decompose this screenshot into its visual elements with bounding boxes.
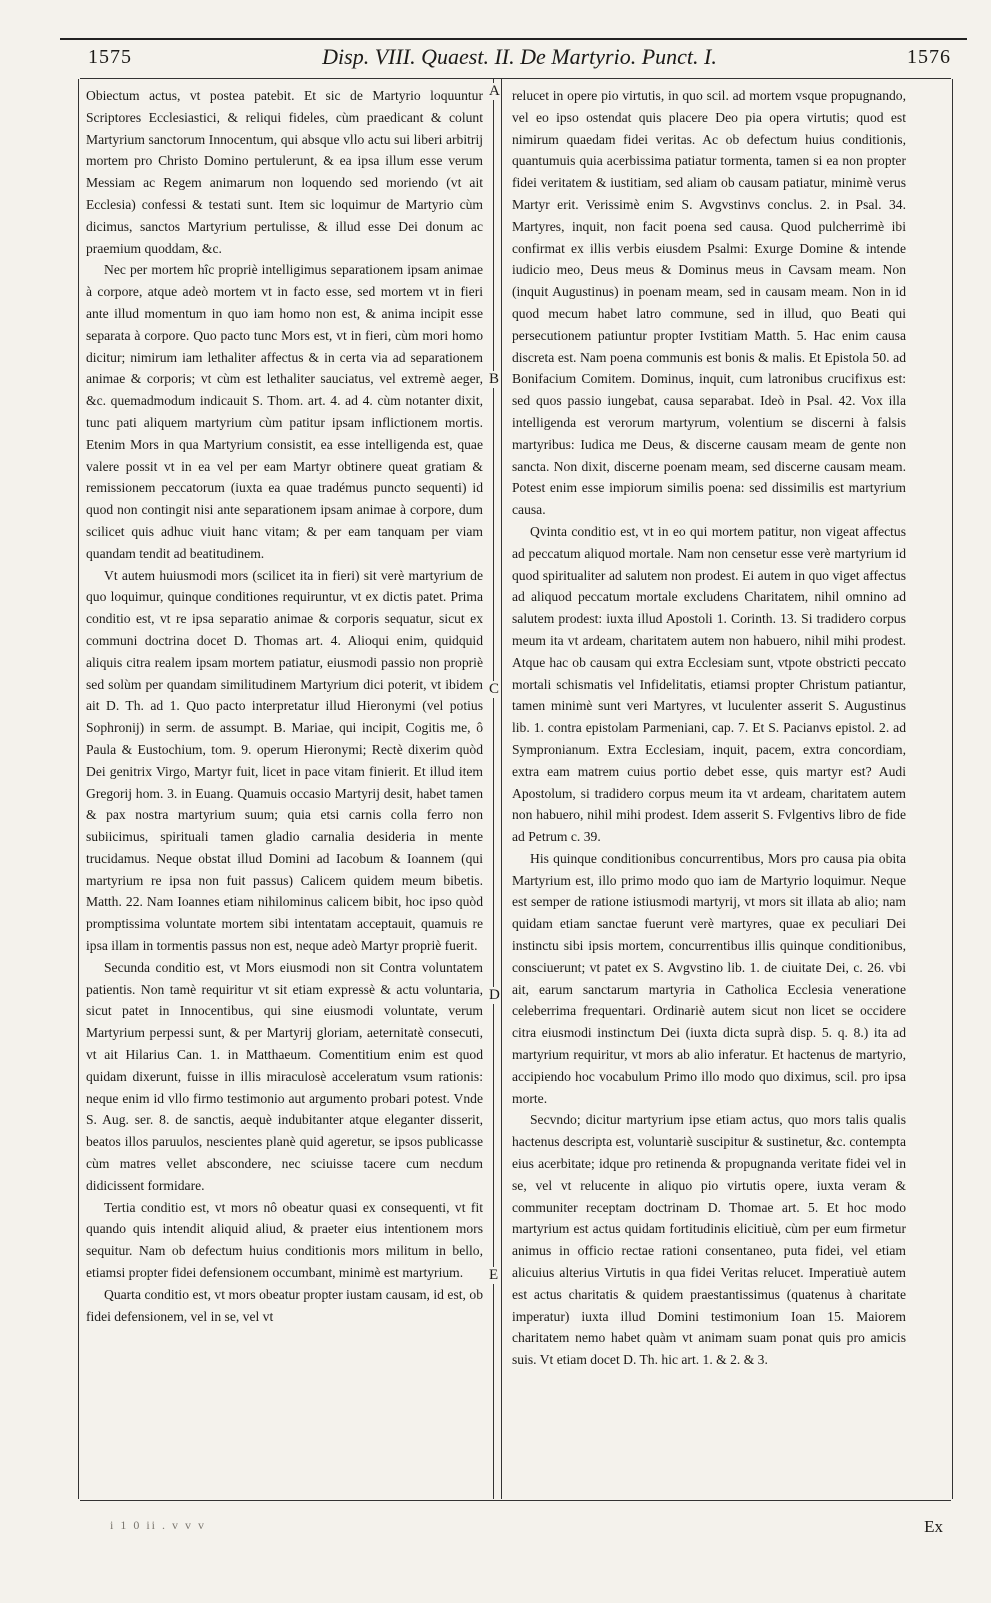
page-number-left: 1575 [88,46,132,68]
left-paragraph: Obiectum actus, vt postea patebit. Et sic de Martyrio loquuntur Scriptores Ecclesiastici, & reliqui fideles, cùm praedicant & colunt Martyrium sanctorum Innocentum, qui absque vllo actu sui liberi arbitrij mortem pro Christo Domino pertulerunt, & ea ipsa illum esse verum Messiam ac Regem animarum non loquendo sed moriendo (vt ait Ecclesia) confessi & testati sunt. Item sic loquimur de Martyrio cùm dicimus, sanctos Martyrium pertulisse, & illud esse Dei donum ac praemium quoddam, &c. [86,88,483,256]
left-column [86,85,483,1499]
right-column [512,85,906,1499]
running-title: Disp. VIII. Quaest. II. De Martyrio. Punct. I. [322,44,717,69]
column-divider-inner [501,79,502,1499]
right-paragraph: relucet in opere pio virtutis, in quo scil. ad mortem vsque propugnando, vel eo ipso ostendat quis placere Deo pia opera virtutis; quod est nimirum quaedam fidei veritas. Ac ob defectum huius conditionis, quantumuis quia acerbissima patiatur tormenta, tamen si ea non propter fidei veritatem & iustitiam, sed aliam ob causam patiatur, minimè verus Martyr erit. Verissimè enim S. Avgvstinvs conclus. 2. in Psal. 34. Martyres, inquit, non facit poena sed causa. Quod pulcherrimè ibi confirmat ex illis verbis eiusdem Psalmi: Exurge Domine & intende iudicio meo, Deus meus & Dominus meus in Cavsam meam. Non (inquit Augustinus) in poenam meam, sed in causam meam. Non in id quod mecum habet latro commune, sed in illud, quo Beati qui persecutionem patiuntur propter Ivstitiam Matth. 5. Hac enim causa discreta est. Nam poena communis est bonis & malis. Et Epistola 50. ad Bonifacium Comitem. Dominus, inquit, cum latronibus crucifixus est: sed quos passio iungebat, causa separabat. Ideò in Psal. 42. Vox illa intelligenda est verorum martyrum, volentium se discerni à falsis martyribus: Iudica me Deus, & discerne causam meam de gente non sancta. Non dixit, discerne poenam meam, sed discerne causam meam. Potest enim esse impiorum similis poena: sed dissimilis est martyrium causa. [512,88,906,518]
left-paragraph: Secunda conditio est, vt Mors eiusmodi non sit Contra voluntatem patientis. Non tamè requiritur vt sit etiam expressè & actu voluntaria, sicut patet in Innocentibus, qui sine eiusmodi voluntate, verum Martyrium perpessi sunt, & per Martyrij gloriam, aeternitatè consecuti, vt ait Hilarius Can. 1. in Matthaeum. Comentitium enim est quod quidam dixerunt, fuisse in illis miraculosè acceleratum vsum rationis: neque enim id vllo firmo testimonio aut argumento probari potest. Vnde S. Aug. ser. 8. de sanctis, aequè indubitanter atque eleganter disserit, beatos illos paruulos, nescientes planè quid ageretur, se ipsos publicasse cùm matres vellet abscondere, nec sciuisse tacere cum necdum didicissent formidare. [86,959,483,1193]
left-paragraph: Nec per mortem hîc propriè intelligimus separationem ipsam animae à corpore, atque adeò mortem vt in facto esse, sed mortem vt in fieri ante illud momentum in quo iam homo non est, & anima incipit esse separata à corpore. Quo pacto tunc Mors est, vt in fieri, cùm mori homo dicitur; nimirum iam lethaliter affectus & in certa via ad separationem animae & corporis; vt cùm est lethaliter sauciatus, vel extremè aeger, &c. quemadmodum indicauit S. Thom. art. 4. ad 4. cùm notanter dixit, tunc pati aliquem martyrium cùm patitur ipsam inflictionem mortis. Etenim Mors in qua Martyrium consistit, ea esse intelligenda est, quae valere possit vt in ea vel per eam Martyr obtinere queat gratiam & remissionem peccatorum (iuxta ea quae tradémus puncto sequenti) id quod non contingit nisi ante separationem ipsam animae à corpore, dum scilicet quis adhuc viuit hanc vitam; & per eam tanquam per viam quandam tendit ad beatitudinem. [86,262,483,561]
page-header [88,44,951,74]
left-paragraph: Tertia conditio est, vt mors nô obeatur quasi ex consequenti, vt fit quando quis intendit aliquid aliud, & praeter eius intentionem mors sequitur. Nam ob defectum huius conditionis mors militum in bello, etiamsi propter fidei defensionem occumbant, minimè est martyrium. [86,1199,483,1281]
right-paragraph: Secvndo; dicitur martyrium ipse etiam actus, quo mors talis qualis hactenus descripta est, voluntariè suscipitur & sustinetur, &c. contempta eius acerbitate; idque pro retinenda & propugnanda veritate fidei vel in se, vel vt relucente in aliquo pio virtutis opere, iuxta veram & communiter receptam doctrinam D. Thomae art. 5. Et hoc modo martyrium est actus quidam fortitudinis elicitiuè, cùm per eum firmetur animus in officio rectae rationi consentaneo, puta fidei, vel etiam alicuius alterius Virtutis in qua fidei Veritas relucet. Imperatiuè autem est actus charitatis & quidem praestantissimus (quatenus à charitate imperatur) iuxta illud Domini testimonium Ioan 15. Maiorem charitatem nemo habet quàm vt animam suam ponat quis pro amicis suis. Vt etiam docet D. Th. hic art. 1. & 2. & 3. [512,1112,906,1368]
margin-letter-e: E [489,1267,499,1283]
margin-letter-a: A [489,83,500,99]
margin-letter-c: C [489,681,500,697]
footer-rule [80,1500,951,1501]
margin-letter-b: B [489,371,500,387]
right-paragraph: His quinque conditionibus concurrentibus, Mors pro causa pia obita Martyrium est, illo primo modo quo iam de Martyrio loquimur. Neque est semper de ratione istiusmodi martyrij, vt mors sit illata ab alio; nam quidam etiam sanctae fuerunt verè martyres, quae ex peculiari Dei instinctu sibi ipsis mortem, concurrentibus illis quinque conditionibus, consciuerunt; vt patet ex S. Avgvstino lib. 1. de ciuitate Dei, c. 26. vbi ait, earum sanctarum martyria in Catholica Ecclesia veneratione celeberrima frequentari. Ordinariè autem sicut non licet se occidere citra eiusmodi instinctum Dei (iuxta dicta suprà disp. 5. q. 8.) ita ad martyrium requiritur, vt mors ab alio inferatur. Et hactenus de martyrio, accipiendo hoc vocabulum Primo illo modo quo diximus, scil. pro ipsa morte. [512,850,906,1106]
left-paragraph: Vt autem huiusmodi mors (scilicet ita in fieri) sit verè martyrium de quo loquimur, quinque conditiones requiruntur, vt ex dictis patet. Prima conditio est, vt re ipsa separatio animae & corporis sequatur, sicut ex communi doctrina docet D. Thomas art. 4. Alioqui enim, quidquid aliquis citra realem ipsam mortem patiatur, eiusmodi passio non propriè sed solùm per quandam similitudinem Martyrium dici poterit, vt ibidem ait D. Th. ad 1. Quo pacto interpretatur illud Hieronymi (vel potius Sophronij) in serm. de assumpt. B. Mariae, qui incipit, Cogitis me, ô Paula & Eustochium, tom. 9. operum Hieronymi; Rectè dixerim quòd Dei genitrix Virgo, Martyr fuit, licet in pace vitam finierit. Et illud item Gregorij hom. 3. in Euang. Quamuis occasio Martyrij desit, habet tamen & pax nostra martyrium suum; quia etsi carnis colla ferro non subiicimus, spirituali tamen gladio carnalia desideria in mente trucidamus. Neque obstat illud Domini ad Iacobum & Ioannem (qui martyrium re ipsa non fuit passus) Calicem quidem meum bibetis. Matth. 22. Nam Ioannes etiam nihilominus calicem bibit, hoc ipso quòd promptissima voluntate mortem sibi intentatam acceptauit, quamuis re ipsa illam in tormentis passus non est, neque adeò Martyr propriè fuerit. [86,567,483,954]
left-paragraph: Quarta conditio est, vt mors obeatur propter iustam causam, id est, ob fidei defensionem, vel in se, vel vt [86,1286,483,1324]
right-paragraph: Qvinta conditio est, vt in eo qui mortem patitur, non vigeat affectus ad peccatum aliquod mortale. Nam non censetur esse verè martyrium id quod spiritualiter ad salutem non prodest. Ei autem in quo viget affectus ad aliquod peccatum mortale excludens Charitatem, nihil omnino ad salutem prodest: iuxta illud Apostoli 1. Corinth. 13. Si tradidero corpus meum ita vt ardeam, charitatem autem non habuero, nihil mihi prodest. Atque hac ob causam qui extra Ecclesiam sunt, vtpote obstricti peccato mortali schismatis vel Infidelitatis, etiamsi propter Christum patiantur, tamen minimè sunt veri Martyres, vt luculenter asserit S. Augustinus lib. 1. contra epistolam Parmeniani, cap. 7. Et S. Pacianvs epistol. 2. ad Sympronianum. Extra Ecclesiam, inquit, pacem, extra concordiam, extra eam matrem cuius portio debet esse, quis martyr est? Audi Apostolum, si tradidero corpus meum ita vt ardeam, charitatem autem non habuero, nihil mihi prodest. Idem asserit S. Fvlgentivs libro de fide ad Petrum c. 39. [512,523,906,845]
page-number-right: 1576 [907,46,951,68]
signature-mark: i 1 0 ii . v v v [110,1518,207,1532]
header-rule [60,38,967,40]
margin-letter-d: D [489,987,500,1003]
catchword: Ex [924,1517,943,1536]
text-frame [80,78,951,1499]
column-divider [493,79,494,1499]
